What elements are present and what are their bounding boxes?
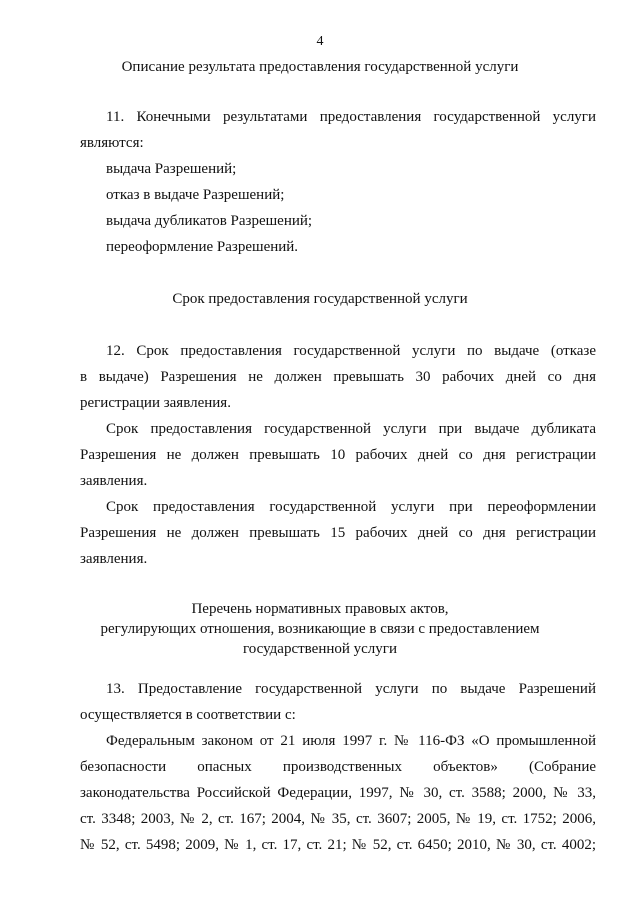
- paragraph-line: Срок предоставления государственной услуги при переоформлении: [106, 499, 596, 515]
- paragraph-11: [80, 104, 596, 156]
- paragraph-line: Федеральным законом от 21 июля 1997 г. № 116-ФЗ «О промышленной: [106, 733, 596, 749]
- paragraph-line: № 52, ст. 5498; 2009, № 1, ст. 17, ст. 21; № 52, ст. 6450; 2010, № 30, ст. 4002;: [80, 837, 596, 853]
- paragraph-line: заявления.: [80, 473, 148, 489]
- paragraph-line: законодательства Российской Федерации, 1997, № 30, ст. 3588; 2000, № 33,: [80, 785, 596, 801]
- section-heading-result: Описание результата предоставления государственной услуги: [121, 59, 519, 75]
- paragraph-line: Разрешения не должен превышать 15 рабочих дней со дня регистрации: [80, 525, 596, 541]
- paragraph-line: заявления.: [80, 551, 148, 567]
- paragraph-line: являются:: [80, 135, 144, 151]
- list-item: выдача дубликатов Разрешений;: [106, 213, 313, 229]
- section-heading-term: Срок предоставления государственной услуги: [172, 291, 468, 307]
- paragraph-line: ст. 3348; 2003, № 2, ст. 167; 2004, № 35, ст. 3607; 2005, № 19, ст. 1752; 2006,: [80, 811, 596, 827]
- page-number: 4: [316, 34, 324, 49]
- paragraph-line: 12. Срок предоставления государственной услуги по выдаче (отказе: [106, 343, 596, 359]
- section-heading-acts: [60, 599, 580, 659]
- paragraph-line: 11. Конечными результатами предоставления государственной услуги: [106, 109, 596, 125]
- paragraph-13: [80, 676, 596, 858]
- paragraph-12: [80, 338, 596, 572]
- list-item: выдача Разрешений;: [106, 161, 237, 177]
- heading-line: государственной услуги: [243, 641, 397, 657]
- paragraph-line: осуществляется в соответствии с:: [80, 707, 296, 723]
- paragraph-line: 13. Предоставление государственной услуги по выдаче Разрешений: [106, 681, 596, 697]
- list-item: отказ в выдаче Разрешений;: [106, 187, 285, 203]
- paragraph-line: регистрации заявления.: [80, 395, 231, 411]
- paragraph-line: безопасности опасных производственных объектов» (Собрание: [80, 759, 596, 775]
- heading-line: регулирующих отношения, возникающие в связи с предоставлением: [100, 621, 540, 637]
- paragraph-line: в выдаче) Разрешения не должен превышать 30 рабочих дней со дня: [80, 369, 596, 385]
- paragraph-line: Разрешения не должен превышать 10 рабочих дней со дня регистрации: [80, 447, 596, 463]
- list-item: переоформление Разрешений.: [106, 239, 299, 255]
- paragraph-line: Срок предоставления государственной услуги при выдаче дубликата: [106, 421, 596, 437]
- heading-line: Перечень нормативных правовых актов,: [191, 601, 449, 617]
